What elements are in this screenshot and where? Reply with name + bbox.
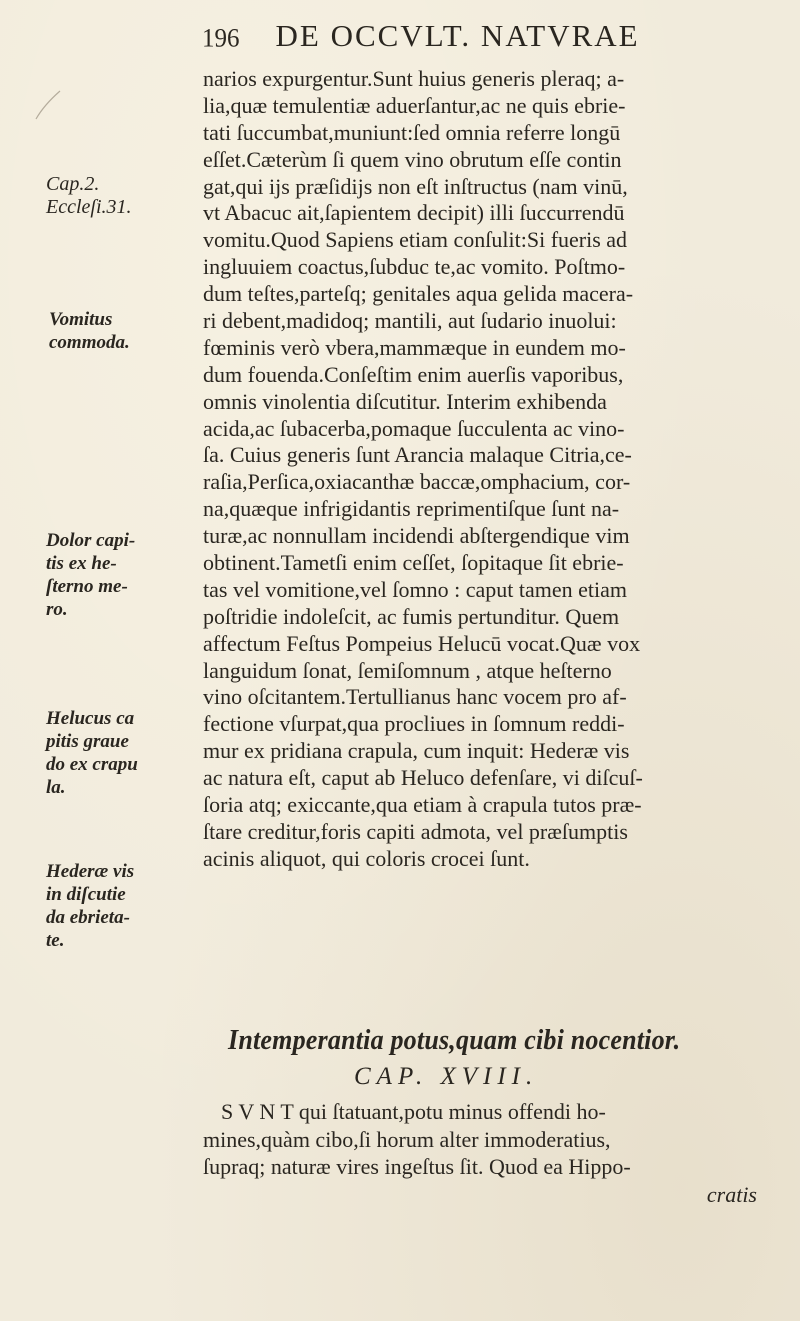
chapter-body — [203, 1098, 769, 1208]
text-line: poſtridie indoleſcit, ac fumis pertunditur. Quem — [203, 603, 620, 629]
text-line: dum fouenda.Conſeſtim enim auerſis vaporibus, — [203, 361, 624, 387]
pencil-mark — [30, 85, 70, 125]
margin-notes — [0, 0, 200, 1321]
text-line: narios expurgentur.Sunt huius generis pleraq; a- — [203, 66, 625, 91]
margin-note-line: da ebrieta- — [46, 907, 130, 928]
chapter-title: Intemperantia potus,quam cibi nocentior. — [228, 1025, 681, 1056]
margin-note-line: do ex crapu — [46, 754, 138, 775]
text-line: ſoria atq; exiccante,qua etiam à crapula tutos præ- — [203, 792, 642, 818]
text-line: eſſet.Cæterùm ſi quem vino obrutum eſſe contin — [203, 146, 622, 172]
text-line: ac natura eſt, caput ab Heluco defenſare, vi diſcuſ- — [203, 765, 643, 791]
text-line: ſtare creditur,foris capiti admota, vel præſumptis — [203, 818, 628, 844]
page-number: 196 — [202, 24, 240, 53]
body-text — [203, 66, 769, 873]
text-line: tati ſuccumbat,muniunt:ſed omnia referre longū — [203, 119, 621, 145]
margin-note-line: Vomitus — [49, 309, 113, 330]
text-line: obtinent.Tametſi enim ceſſet, ſopitaque ſit ebrie- — [203, 550, 624, 576]
running-head — [202, 18, 762, 58]
running-head-title: DE OCCVLT. NATVRAE — [275, 18, 640, 53]
text-line: acinis aliquot, qui coloris crocei ſunt. — [203, 845, 530, 871]
text-line: lia,quæ temulentiæ aduerſantur,ac ne quis ebrie- — [203, 92, 626, 118]
margin-note-line: in diſcutie — [46, 884, 126, 905]
margin-note-helucus — [46, 707, 236, 799]
margin-note-line: pitis graue — [46, 731, 129, 752]
margin-note-line: la. — [46, 777, 66, 798]
catchword: cratis — [706, 1181, 757, 1207]
text-line: mur ex pridiana crapula, cum inquit: Hederæ vis — [203, 738, 630, 764]
text-line: ſa. Cuius generis ſunt Arancia malaque Citria,ce- — [203, 442, 632, 468]
margin-note-line: Helucus ca — [46, 708, 135, 729]
margin-note-vomitus — [49, 308, 239, 354]
margin-note-dolor — [46, 529, 236, 621]
text-line: affectum Feſtus Pompeius Helucū vocat.Quæ vox — [203, 630, 641, 656]
margin-note-line: ſterno me- — [46, 576, 128, 597]
text-line: S V N T qui ſtatuant,potu minus offendi ho- — [221, 1099, 606, 1124]
text-line: gat,qui ijs præſidijs non eſt inſtructus (nam vinū, — [203, 173, 628, 199]
margin-note-line: Dolor capi- — [46, 530, 136, 551]
text-line: dum teſtes,parteſq; genitales aqua gelida macera- — [203, 281, 634, 307]
text-line: na,quæque infrigidantis reprimentiſque ſunt na- — [203, 496, 620, 522]
text-line: ri debent,madidoq; mantili, aut ſudario inuolui: — [203, 308, 617, 334]
text-line: mines,quàm cibo,ſi horum alter immoderatius, — [203, 1126, 611, 1152]
text-line: tas vel vomitione,vel ſomno : caput tamen etiam — [203, 576, 628, 602]
text-line: turæ,ac nonnullam incidendi abſtergendique vim — [203, 523, 630, 549]
margin-note-line: commoda. — [49, 332, 130, 353]
text-line: ſupraq; naturæ vires ingeſtus ſit. Quod ea Hippo- — [203, 1154, 631, 1179]
margin-note-line: tis ex he- — [46, 553, 117, 574]
text-line: fœminis verò vbera,mammæque in eundem mo- — [203, 334, 626, 360]
text-line: vt Abacuc ait,ſapientem decipit) illi ſuccurrendū — [203, 200, 625, 226]
margin-note-line: Hederæ vis — [46, 861, 135, 882]
text-line: ingluuiem coactus,ſubduc te,ac vomito. Poſtmo- — [203, 254, 626, 280]
chapter-number: CAP. XVIII. — [354, 1063, 539, 1090]
text-line: languidum ſonat, ſemiſomnum , atque heſterno — [203, 657, 612, 683]
margin-note-line: Cap.2. — [46, 173, 100, 195]
text-line: fectione vſurpat,qua procliues in ſomnum reddi- — [203, 711, 625, 737]
margin-note-hedera — [46, 860, 236, 952]
margin-note-line: ro. — [46, 599, 68, 620]
margin-note-line: Eccleſi.31. — [46, 196, 132, 218]
text-line: vino oſcitantem.Tertullianus hanc vocem pro af- — [203, 684, 627, 710]
text-line: omnis vinolentia diſcutitur. Interim exhibenda — [203, 388, 607, 414]
text-line: vomitu.Quod Sapiens etiam conſulit:Si fueris ad — [203, 227, 628, 253]
margin-note-line: te. — [46, 930, 65, 951]
text-line: acida,ac ſubacerba,pomaque ſucculenta ac vino- — [203, 415, 625, 441]
margin-note-cap — [46, 173, 236, 219]
text-line: raſia,Perſica,oxiacanthæ baccæ,omphacium, cor- — [203, 469, 631, 495]
